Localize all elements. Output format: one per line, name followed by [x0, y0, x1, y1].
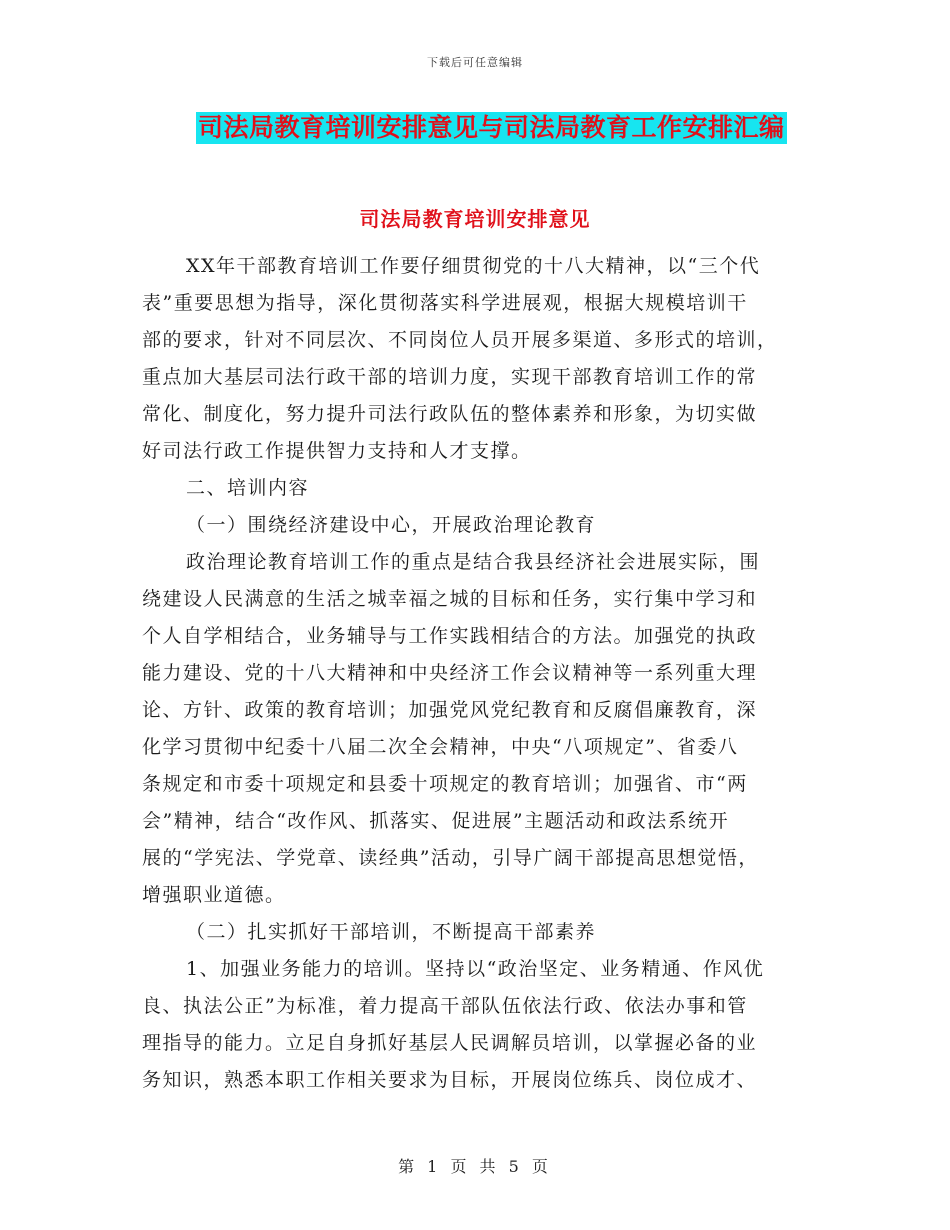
text-line: 务知识，熟悉本职工作相关要求为目标，开展岗位练兵、岗位成才、	[142, 1069, 758, 1091]
text-line: 重点加大基层司法行政干部的培训力度，实现干部教育培训工作的常	[142, 366, 758, 388]
text-line: 良、执法公正”为标准，着力提高干部队伍依法行政、依法办事和管	[142, 995, 748, 1017]
text-line: 好司法行政工作提供智力支持和人才支撑。	[142, 440, 532, 462]
body-text	[142, 248, 810, 1099]
text-line: 化学习贯彻中纪委十八届二次全会精神，中央“八项规定”、省委八	[142, 736, 739, 758]
text-line: 条规定和市委十项规定和县委十项规定的教育培训；加强省、市“两	[142, 773, 748, 795]
document-title: 司法局教育培训安排意见与司法局教育工作安排汇编	[198, 113, 785, 142]
subheading-1: （一）围绕经济建设中心，开展政治理论教育	[186, 514, 597, 536]
header-note: 下载后可任意编辑	[427, 56, 523, 69]
subheading-2: （二）扎实抓好干部培训，不断提高干部素养	[186, 921, 597, 943]
text-line: 绕建设人民满意的生活之城幸福之城的目标和任务，实行集中学习和	[142, 588, 758, 610]
text-line: 理指导的能力。立足自身抓好基层人民调解员培训，以掌握必备的业	[142, 1032, 758, 1054]
text-line: 展的“学宪法、学党章、读经典”活动，引导广阔干部提高思想觉悟，	[142, 847, 759, 869]
text-line: 部的要求，针对不同层次、不同岗位人员开展多渠道、多形式的培训，	[142, 329, 778, 351]
page-number: 第 1 页 共 5 页	[398, 1157, 552, 1176]
text-line: 论、方针、政策的教育培训；加强党风党纪教育和反腐倡廉教育，深	[142, 699, 758, 721]
text-line: 能力建设、党的十八大精神和中央经济工作会议精神等一系列重大理	[142, 662, 758, 684]
text-line: 增强职业道德。	[142, 884, 286, 906]
heading-training-content: 二、培训内容	[186, 477, 310, 499]
text-line: 会”精神，结合“改作风、抓落实、促进展”主题活动和政法系统开	[142, 810, 730, 832]
text-line: 常化、制度化，努力提升司法行政队伍的整体素养和形象，为切实做	[142, 403, 758, 425]
section-title: 司法局教育培训安排意见	[359, 207, 591, 231]
text-line: 个人自学相结合，业务辅导与工作实践相结合的方法。加强党的执政	[142, 625, 758, 647]
text-line: 1、加强业务能力的培训。坚持以“政治坚定、业务精通、作风优	[186, 958, 765, 980]
text-line: 表”重要思想为指导，深化贯彻落实科学进展观，根据大规模培训干	[142, 292, 748, 314]
text-line: XX年干部教育培训工作要仔细贯彻党的十八大精神，以“三个代	[186, 255, 761, 277]
text-line: 政治理论教育培训工作的重点是结合我县经济社会进展实际，围	[186, 551, 761, 573]
